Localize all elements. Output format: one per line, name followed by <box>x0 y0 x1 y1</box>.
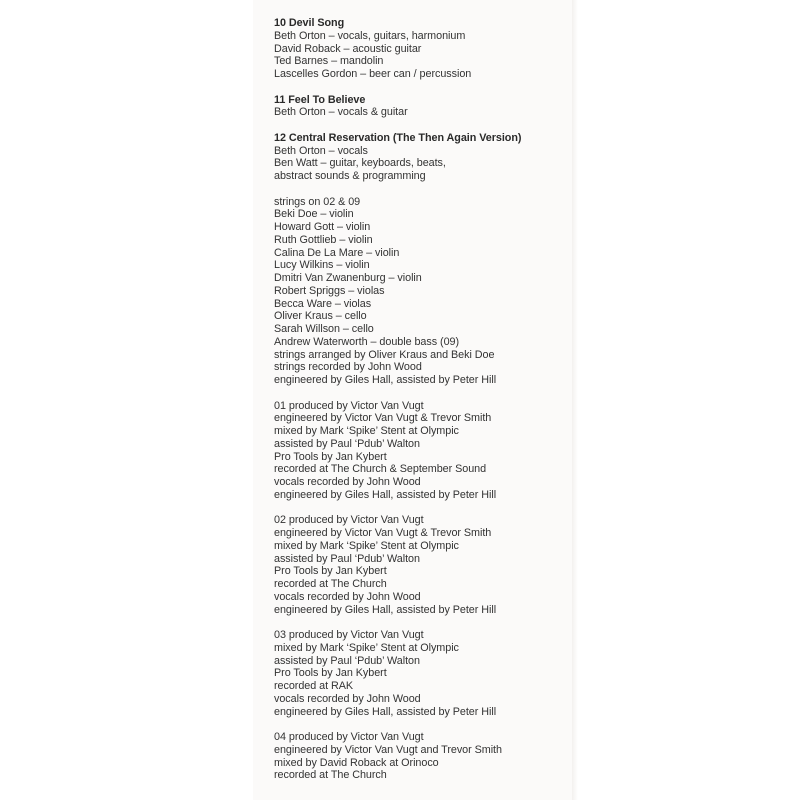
credit-line: Oliver Kraus – cello <box>274 310 367 323</box>
credit-line: Lucy Wilkins – violin <box>274 259 370 272</box>
credit-line: Beth Orton – vocals & guitar <box>274 106 408 119</box>
track-title: 10 Devil Song <box>274 17 345 29</box>
credit-line: vocals recorded by John Wood <box>274 476 421 488</box>
credit-line: mixed by Mark ‘Spike’ Stent at Olympic <box>274 425 459 437</box>
credit-line: David Roback – acoustic guitar <box>274 42 422 55</box>
credit-line: assisted by Paul ‘Pdub’ Walton <box>274 654 420 667</box>
credit-line: Ted Barnes – mandolin <box>274 55 384 68</box>
credit-line: strings arranged by Oliver Kraus and Beki Doe <box>274 348 495 361</box>
credit-line: Howard Gott – violin <box>274 221 371 233</box>
credit-line: Dmitri Van Zwanenburg – violin <box>274 272 422 284</box>
credit-line: engineered by Victor Van Vugt and Trevor Smith <box>274 743 502 756</box>
credit-line: Robert Spriggs – violas <box>274 284 385 297</box>
track-credits-section <box>274 94 574 120</box>
credit-line: 04 produced by Victor Van Vugt <box>274 731 424 743</box>
credits-section <box>274 731 574 782</box>
credit-line: Lascelles Gordon – beer can / percussion <box>274 68 472 80</box>
credit-line: Ben Watt – guitar, keyboards, beats, <box>274 157 446 170</box>
credits-text-block <box>274 17 574 782</box>
credit-line: engineered by Giles Hall, assisted by Peter Hill <box>274 374 497 386</box>
credit-line: Beth Orton – vocals, guitars, harmonium <box>274 29 466 42</box>
credit-line: engineered by Giles Hall, assisted by Peter Hill <box>274 705 497 718</box>
credit-line: strings recorded by John Wood <box>274 361 422 374</box>
credit-line: recorded at The Church <box>274 578 387 590</box>
credit-line: strings on 02 & 09 <box>274 195 361 208</box>
credit-line: 02 produced by Victor Van Vugt <box>274 514 424 527</box>
credit-line: engineered by Giles Hall, assisted by Peter Hill <box>274 603 497 616</box>
credit-line: Beki Doe – violin <box>274 208 354 221</box>
track-credits-section <box>274 132 574 183</box>
credit-line: Andrew Waterworth – double bass (09) <box>274 335 460 348</box>
credit-line: recorded at The Church <box>274 769 387 782</box>
credits-section <box>274 514 574 616</box>
credit-line: recorded at RAK <box>274 680 354 692</box>
credit-line: Sarah Willson – cello <box>274 323 374 335</box>
credit-line: engineered by Victor Van Vugt & Trevor Smith <box>274 412 492 425</box>
credit-line: engineered by Giles Hall, assisted by Peter Hill <box>274 488 497 501</box>
credit-line: Calina De La Mare – violin <box>274 246 400 259</box>
credit-line: Pro Tools by Jan Kybert <box>274 450 387 463</box>
credit-line: vocals recorded by John Wood <box>274 590 421 603</box>
credit-line: 03 produced by Victor Van Vugt <box>274 629 424 641</box>
track-title: 12 Central Reservation (The Then Again Version) <box>274 131 522 144</box>
credit-line: Becca Ware – violas <box>274 297 372 310</box>
credits-section <box>274 196 574 387</box>
track-credits-section <box>274 17 574 81</box>
credit-line: recorded at The Church & September Sound <box>274 463 487 476</box>
credit-line: mixed by Mark ‘Spike’ Stent at Olympic <box>274 641 459 654</box>
credit-line: Pro Tools by Jan Kybert <box>274 565 387 578</box>
credit-line: Pro Tools by Jan Kybert <box>274 667 387 680</box>
credit-line: Ruth Gottlieb – violin <box>274 233 373 246</box>
track-title: 11 Feel To Believe <box>274 93 366 106</box>
credit-line: mixed by David Roback at Orinoco <box>274 756 439 769</box>
credit-line: assisted by Paul ‘Pdub’ Walton <box>274 552 420 565</box>
credit-line: Beth Orton – vocals <box>274 144 368 157</box>
credits-section <box>274 400 574 502</box>
credit-line: vocals recorded by John Wood <box>274 692 421 705</box>
credit-line: abstract sounds & programming <box>274 170 426 182</box>
credits-section <box>274 629 574 718</box>
credit-line: assisted by Paul ‘Pdub’ Walton <box>274 437 420 450</box>
credit-line: 01 produced by Victor Van Vugt <box>274 399 424 412</box>
credit-line: mixed by Mark ‘Spike’ Stent at Olympic <box>274 539 459 552</box>
credit-line: engineered by Victor Van Vugt & Trevor Smith <box>274 527 492 539</box>
